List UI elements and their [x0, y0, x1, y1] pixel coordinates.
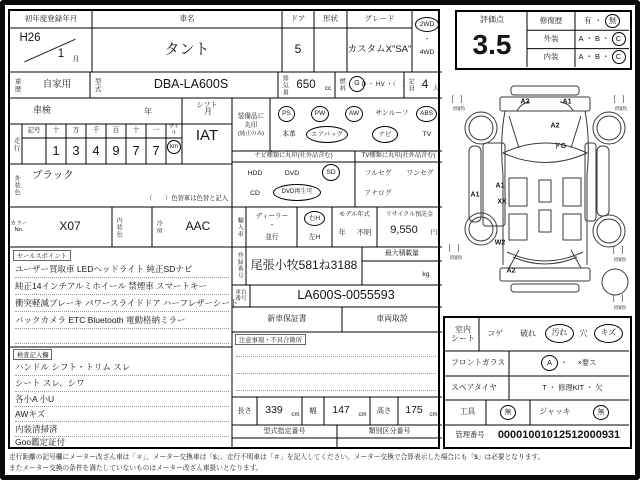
month-unit2: 月	[204, 106, 212, 116]
jack-label: ジャッキ	[539, 407, 571, 417]
shift-value: IAT	[195, 126, 219, 144]
equipment-label-2: 丸印	[244, 121, 258, 129]
dot: ・	[602, 33, 610, 43]
width-label: 幅	[309, 405, 317, 415]
airbag-circled: エアバッグ	[306, 126, 348, 143]
reg-number: 尾張小牧581ね3188	[250, 258, 358, 273]
history-label: 車歴	[13, 77, 21, 93]
dot: ・	[594, 15, 602, 25]
tv-fullseg: フルセグ	[364, 169, 392, 177]
meter-disclaimer-line2: またメーター交換の条件を満たしていないものはメーター改ざん車扱いとなります。	[9, 464, 263, 472]
dot: ・	[585, 51, 593, 61]
nav-hdd: HDD	[247, 169, 263, 177]
digit-col-header: 万	[72, 127, 80, 135]
interior-color-label: 内装色	[115, 216, 122, 238]
sales-point-line: 純正14インチアルミホイール 禁煙車 スマートキー	[15, 280, 229, 295]
tv-oneseg: ワンセグ	[406, 169, 434, 177]
grade-c-circled: C	[612, 50, 626, 64]
exterior-grade-value	[575, 30, 629, 48]
history-value: 自家用	[42, 78, 72, 90]
damage-mark-front-bumper-left: A2	[520, 98, 530, 106]
capacity: 4	[421, 77, 429, 92]
digit-col-header: 千	[92, 127, 100, 135]
shape-header: 形状	[323, 14, 338, 24]
aw-circled: AW	[345, 106, 363, 122]
sales-point-line: バックカメラ ETC Bluetooth 電動格納ミラー	[15, 314, 229, 329]
left-handle: 左H	[308, 234, 321, 242]
damage-mark-hood: A2	[550, 122, 560, 130]
car-name-header: 車名	[179, 14, 195, 24]
score-label: 評価点	[480, 14, 504, 24]
car-name: タント	[164, 40, 210, 58]
reg-number-label: 登録番号	[236, 252, 243, 280]
windshield-label: フロントガラス	[451, 358, 506, 368]
divider	[236, 373, 436, 374]
fuel-gasoline-circled: G	[349, 76, 365, 92]
seat-hole: 穴	[579, 328, 588, 338]
jack-none-circled: 無	[593, 405, 609, 420]
main-spec-table	[8, 9, 440, 449]
recycle-deposit: 9,550	[390, 223, 418, 236]
car-body	[502, 111, 589, 268]
color-no-label-1: カラー	[10, 220, 28, 227]
month-unit: 月	[72, 56, 80, 64]
chassis-number: LA600S-0055593	[297, 288, 395, 303]
tire-front-left-icon	[465, 112, 497, 144]
color-no-label	[10, 207, 28, 247]
tools-none-circled: 無	[500, 405, 516, 420]
inspector-note-line: ハンドル シフト・トリム スレ	[15, 361, 229, 376]
damage-mark-left-door-upper: A1	[495, 182, 505, 190]
color-no-label-2: No.	[14, 227, 24, 233]
grade-b: B	[595, 51, 601, 61]
damage-mark-rear-bumper: A2	[506, 267, 516, 275]
grade-b: B	[595, 33, 601, 43]
length-value: 339	[265, 404, 283, 417]
equipment-label-3: (純正のみ)	[237, 131, 265, 138]
type-designation-header: 型式指定番号	[263, 427, 306, 435]
abs-circled: ABS	[416, 106, 437, 122]
fuel-options: D ・ HV ・（ ）	[361, 80, 409, 88]
mileage-digit: 9	[112, 142, 120, 158]
exterior-grade-label: 外装	[543, 33, 559, 43]
score-value: 3.5	[472, 28, 512, 60]
tread-depth-bracket: [ ]	[451, 96, 463, 103]
color-no-value: X07	[59, 219, 81, 234]
registration-month: 1	[57, 47, 65, 60]
drive-2wd-circled: 2WD	[415, 17, 439, 32]
mm-unit: mm	[614, 256, 626, 264]
spare-tire-label: スペアタイヤ	[451, 382, 498, 392]
model-code-label: 型式	[93, 77, 101, 93]
cc-unit: cc	[324, 85, 332, 93]
grade-c-circled: C	[612, 32, 626, 46]
sales-point-line: ユーザー買取車 LEDヘッドライト 純正SDナビ	[15, 263, 229, 278]
seat-label-1: 室内	[455, 324, 471, 334]
digit-col-header: 百	[112, 127, 120, 135]
dot: ・	[585, 33, 593, 43]
yen-unit: 円	[430, 229, 438, 237]
import-dealer: ディーラー	[255, 212, 289, 220]
spare-tire-value: T ・ 修理KIT ・ 欠	[542, 382, 603, 392]
mileage-digit: 4	[92, 142, 100, 158]
meter-disclaimer-line1: 走行距離の記号欄にメーター改ざん車は「＊」、メーター交換車は「$」、走行不明車は「＃」を記入してください。メーター交換で合算表示した場合にも「$」は必要となります。	[9, 453, 545, 461]
damage-mark-windshield: ドG	[553, 143, 567, 150]
mm-unit: mm	[615, 105, 627, 113]
digit-col-header: 十	[132, 127, 140, 135]
mileage-digit: 3	[72, 142, 80, 158]
spare-tire-icon	[602, 269, 628, 295]
grade-header: グレード	[364, 14, 395, 24]
class-designation-header: 類別区分番号	[368, 427, 411, 435]
dot: ・	[602, 51, 610, 61]
tread-depth-bracket: [ ]	[612, 295, 624, 302]
mileage-digit: 1	[52, 142, 60, 158]
grade-a: A	[578, 51, 584, 61]
nav-dvd-play-circled: DVD再生可	[273, 184, 321, 201]
import-dot: ・	[268, 222, 276, 230]
ac-value: AAC	[185, 219, 211, 234]
new-car-warranty: 新車保証書	[267, 314, 307, 324]
tread-depth-bracket: [ ]	[613, 96, 625, 103]
door-count: 5	[294, 42, 302, 57]
divider	[236, 356, 436, 357]
seat-burn: コゲ	[487, 328, 503, 338]
inspector-note-line: シート スレ、シワ	[15, 377, 229, 392]
damage-mark-front-bumper-right: A1	[562, 98, 572, 106]
tools-label: 工具	[459, 407, 476, 417]
equipment-label-1: 装備品に	[237, 112, 265, 120]
body-color-label: 外装色	[13, 175, 20, 196]
grade-value: カスタムX"SA"	[347, 43, 412, 55]
dot: ・	[560, 357, 568, 367]
inspector-note-line: Goo鑑定証付	[15, 437, 66, 448]
mileage-digit: 7	[152, 142, 160, 158]
cm-unit: cm	[358, 411, 367, 418]
sales-points-tag: セールスポイント	[13, 250, 71, 261]
chassis-label-1: 車台	[235, 289, 247, 296]
kg-unit: kg	[422, 271, 430, 279]
interior-grade-label: 内装	[543, 51, 559, 61]
displacement: 650	[296, 78, 316, 91]
tv-option: TV	[422, 130, 432, 138]
tread-depth-bracket: [ ]	[448, 245, 460, 252]
seat-label-2: シート	[451, 333, 475, 343]
damage-mark-left-door-lower: XX	[497, 198, 507, 206]
tv-analog: アナログ	[364, 189, 392, 197]
capacity-label: 定員	[407, 78, 414, 92]
nav-type-header: ナビ種類に丸印(社外品含む)	[254, 152, 333, 160]
control-number: 00001001012512000931	[497, 429, 621, 442]
seat-stain-circled: 汚れ	[545, 324, 574, 343]
repair-history-label: 修復歴	[539, 15, 563, 25]
grade-a: A	[578, 33, 584, 43]
windshield-note: ×要ス	[577, 357, 597, 367]
first-registration-header: 初年度登録年月	[24, 14, 78, 24]
tire-rear-right-icon	[593, 215, 625, 247]
inspector-notes-tag: 検査記入欄	[13, 349, 52, 360]
divider	[236, 390, 436, 391]
model-year-unknown: 不明	[356, 228, 372, 238]
inspector-note-line: 内装清掃済	[15, 423, 229, 437]
repair-history-value	[575, 12, 629, 30]
drive-dot: ・	[423, 36, 431, 44]
height-label: 高さ	[376, 405, 392, 415]
fuel-label: 燃料	[338, 78, 345, 92]
ps-circled: PS	[278, 106, 295, 122]
digit-col-header: 十	[52, 127, 60, 135]
divider	[15, 343, 229, 344]
inspector-note-line: 各小A 小U	[15, 393, 229, 407]
import-parallel: 並行	[265, 233, 279, 241]
sunroof-option: サンルーフ	[375, 110, 409, 118]
mile-label: マイル	[168, 123, 180, 136]
max-payload-label: 最大積載量	[385, 250, 419, 258]
repair-yes: 有	[584, 15, 592, 25]
body-color-value: ブラック	[32, 169, 74, 182]
model-code: DBA-LA600S	[153, 77, 229, 92]
tire-front-right-icon	[593, 112, 625, 144]
mileage-label: 走行	[12, 136, 20, 152]
height-value: 175	[405, 404, 423, 417]
color-change-note: （ ）色替車は色替と記入	[146, 194, 228, 202]
windshield-a-circled: A	[541, 355, 558, 371]
door-header: ドア	[290, 14, 306, 24]
inspector-note-line: AWキズ	[15, 408, 229, 422]
year-unit: 年	[144, 106, 152, 116]
length-label: 長さ	[237, 405, 252, 415]
shift-label: シフト	[196, 102, 218, 110]
leather-option: 本革	[282, 130, 296, 138]
displacement-label: 排気量	[281, 74, 288, 96]
model-year-label: モデル年式	[339, 210, 370, 218]
repair-no-circled: 無	[605, 14, 620, 28]
nav-dvd: DVD	[284, 169, 300, 177]
mm-unit: mm	[614, 304, 626, 312]
interior-grade-value	[575, 48, 629, 66]
person-unit: 人	[432, 85, 440, 93]
cm-unit: cm	[291, 411, 300, 418]
nav-sd-circled: SD	[322, 164, 340, 181]
right-handle-circled: 右H	[304, 211, 325, 226]
ac-label: 冷房	[155, 220, 162, 234]
sales-point-line: 衝突軽減ブレーキ パワースライドドア ハーフレザーシート	[15, 297, 229, 312]
seat-tear: 破れ	[520, 328, 536, 338]
condition-box	[443, 316, 632, 449]
chassis-label-2: 番号	[235, 296, 247, 302]
caution-tag: 注意事項・不具合箇所	[235, 334, 306, 345]
front-bumper	[500, 86, 590, 111]
import-label: 輸入車	[236, 216, 243, 238]
mm-unit: mm	[453, 105, 465, 113]
damage-mark-left-rear: W2	[494, 239, 506, 247]
owner-manual: 車両取説	[376, 314, 408, 324]
seat-scratch-circled: キズ	[594, 324, 623, 343]
km-circled: km	[167, 140, 181, 154]
mileage-digit: 7	[132, 142, 140, 158]
damage-mark-left-side: A1	[470, 191, 480, 199]
rating-box	[455, 10, 632, 70]
digit-col-header: 一	[152, 127, 160, 135]
navi-circled: ナビ	[372, 126, 398, 143]
registration-era: H26	[19, 31, 41, 44]
car-damage-diagram	[443, 80, 635, 314]
model-year-unit: 年	[338, 228, 346, 238]
recycle-deposit-label: リサイクル預託金	[385, 211, 434, 218]
tread-depth-bracket: [ ]	[612, 247, 624, 254]
equipment-label	[232, 101, 270, 149]
pw-circled: PW	[311, 106, 329, 122]
mileage-symbol-header: 記号	[27, 127, 41, 135]
nav-cd: CD	[250, 189, 260, 197]
seat-label	[447, 318, 479, 351]
drive-4wd: 4WD	[419, 49, 435, 57]
cm-unit: cm	[429, 411, 438, 418]
control-number-label: 管理番号	[455, 430, 485, 440]
mm-unit: mm	[450, 254, 462, 262]
shaken-label: 車検	[32, 105, 51, 116]
width-value: 147	[332, 404, 350, 417]
tv-type-header: TV種類に丸印(社外品含む)	[361, 152, 436, 160]
